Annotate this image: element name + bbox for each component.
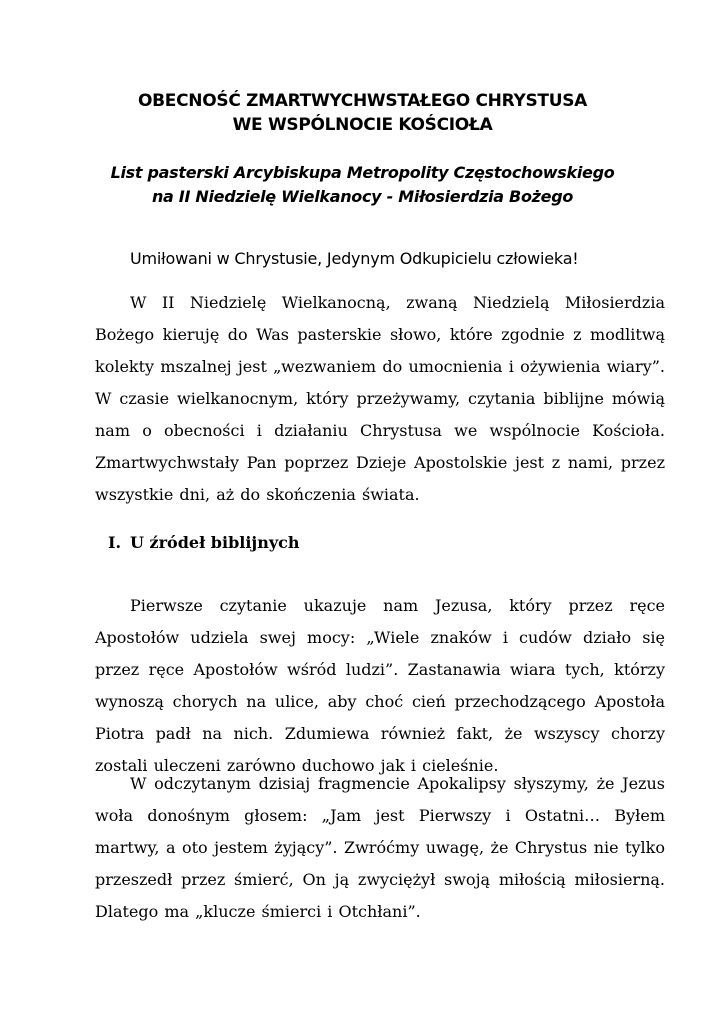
section-heading [108, 531, 300, 555]
title-line-1: OBECNOŚĆ ZMARTWYCHWSTAŁEGO CHRYSTUSA [138, 91, 587, 111]
subtitle-line-2: na II Niedzielę Wielkanocy - Miłosierdzia Bożego [151, 187, 574, 206]
subtitle-line-1: List pasterski Arcybiskupa Metropolity Częstochowskiego [110, 163, 615, 182]
title-line-2: WE WSPÓLNOCIE KOŚCIOŁA [232, 115, 493, 135]
section-title: U źródeł biblijnych [130, 533, 300, 552]
greeting: Umiłowani w Chrystusie, Jedynym Odkupicielu człowieka! [130, 249, 579, 268]
paragraph-2: Pierwsze czytanie ukazuje nam Jezusa, który przez ręce Apostołów udziela swej mocy: „Wiele znaków i cudów działo się przez ręce Apostołów wśród ludzi”. Zastanawia wiara tych, którzy wynoszą chorych na ulice, aby choć cień przechodzącego Apostoła Piotra padł na nich. Zdumiewa również fakt, że wszyscy chorzy zostali uleczeni zarówno duchowo jak i cieleśnie. [95, 596, 665, 775]
intro-paragraph: W II Niedzielę Wielkanocną, zwaną Niedzielą Miłosierdzia Bożego kieruję do Was pasterskie słowo, które zgodnie z modlitwą kolekty mszalnej jest „wezwaniem do umocnienia i ożywienia wiary”. W czasie wielkanocnym, który przeżywamy, czytania biblijne mówią nam o obecności i działaniu Chrystusa we wspólnocie Kościoła. Zmartwychwstały Pan poprzez Dzieje Apostolskie jest z nami, przez wszystkie dni, aż do skończenia świata. [95, 293, 665, 504]
paragraph-3: W odczytanym dzisiaj fragmencie Apokalipsy słyszymy, że Jezus woła donośnym głosem: „Jam jest Pierwszy i Ostatni… Byłem martwy, a oto jestem żyjący”. Zwróćmy uwagę, że Chrystus nie tylko przeszedł przez śmierć, On ją zwyciężył swoją miłością miłosierną. Dlatego ma „klucze śmierci i Otchłani”. [95, 774, 665, 921]
section-number: I. [108, 533, 122, 552]
